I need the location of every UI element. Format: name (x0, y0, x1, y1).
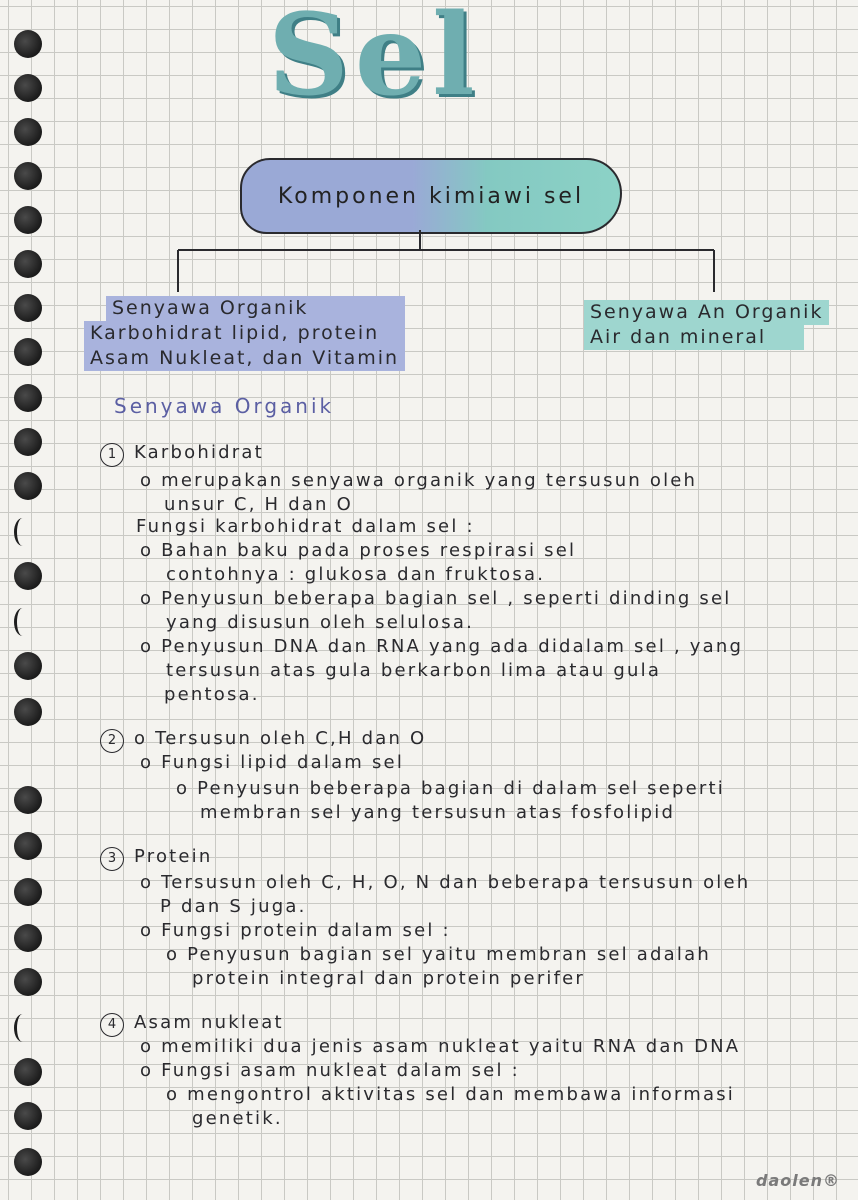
section-heading-3 (100, 846, 213, 871)
note-line: P dan S juga. (160, 896, 307, 917)
note-line: o Fungsi asam nukleat dalam sel : (140, 1060, 520, 1081)
note-line: o Fungsi protein dalam sel : (140, 920, 451, 941)
binder-hole (14, 338, 42, 366)
note-line: o Penyusun beberapa bagian sel , seperti dinding sel (140, 588, 732, 609)
branch-organic-line: Karbohidrat lipid, protein (84, 321, 405, 346)
binder-hole (14, 1102, 42, 1130)
note-line: pentosa. (164, 684, 260, 705)
section-number: 2 (100, 729, 124, 753)
section-number: 3 (100, 847, 124, 871)
binder-hole (14, 428, 42, 456)
note-line: genetik. (192, 1108, 283, 1129)
binder-hole (14, 472, 42, 500)
binder-hole (14, 786, 42, 814)
brand-logo: daolen® (756, 1171, 840, 1190)
binder-hole (14, 562, 42, 590)
section-heading-1 (100, 442, 264, 467)
note-line: Fungsi karbohidrat dalam sel : (136, 516, 475, 537)
binder-hole (14, 1058, 42, 1086)
page-title: Sel (268, 0, 481, 121)
note-line: o merupakan senyawa organik yang tersusun oleh (140, 470, 698, 491)
branch-inorganic-title: Senyawa An Organik (584, 300, 829, 325)
note-line: o Bahan baku pada proses respirasi sel (140, 540, 577, 561)
note-line: o Tersusun oleh C,H dan O (134, 728, 427, 749)
binder-hole (14, 1148, 42, 1176)
binder-hole (14, 518, 31, 546)
binder-hole (14, 652, 42, 680)
note-line: protein integral dan protein perifer (192, 968, 586, 989)
binder-hole (14, 1014, 31, 1042)
root-node: Komponen kimiawi sel (240, 158, 622, 234)
note-line: o Penyusun DNA dan RNA yang ada didalam sel , yang (140, 636, 744, 657)
binder-hole (14, 924, 42, 952)
note-line: contohnya : glukosa dan fruktosa. (166, 564, 546, 585)
note-line: yang disusun oleh selulosa. (166, 612, 474, 633)
branch-inorganic (584, 300, 829, 350)
note-line: o Penyusun beberapa bagian di dalam sel seperti (176, 778, 725, 799)
binder-hole (14, 968, 42, 996)
note-line: tersusun atas gula berkarbon lima atau gula (166, 660, 662, 681)
section-heading-2 (100, 728, 426, 753)
section-title: Asam nukleat (134, 1012, 284, 1033)
note-line: membran sel yang tersusun atas fosfolipid (200, 802, 676, 823)
note-line: unsur C, H dan O (164, 494, 353, 515)
note-line: o mengontrol aktivitas sel dan membawa informasi (166, 1084, 735, 1105)
binder-hole (14, 878, 42, 906)
binder-hole (14, 608, 31, 636)
note-line: o memiliki dua jenis asam nukleat yaitu RNA dan DNA (140, 1036, 741, 1057)
branch-organic-title: Senyawa Organik (106, 296, 405, 321)
note-line: o Fungsi lipid dalam sel (140, 752, 405, 773)
section-title: Protein (134, 846, 213, 867)
binder-hole (14, 832, 42, 860)
branch-organic-line: Asam Nukleat, dan Vitamin (84, 346, 405, 371)
binder-hole (14, 384, 42, 412)
section-number: 1 (100, 443, 124, 467)
section-heading-4 (100, 1012, 284, 1037)
note-line: o Tersusun oleh C, H, O, N dan beberapa tersusun oleh (140, 872, 751, 893)
tree-connector-lines (0, 0, 858, 320)
section-number: 4 (100, 1013, 124, 1037)
branch-organic (84, 296, 405, 371)
subheading: Senyawa Organik (114, 394, 335, 418)
note-line: o Penyusun bagian sel yaitu membran sel adalah (166, 944, 711, 965)
binder-hole (14, 698, 42, 726)
section-title: Karbohidrat (134, 442, 264, 463)
branch-inorganic-line: Air dan mineral (584, 325, 804, 350)
